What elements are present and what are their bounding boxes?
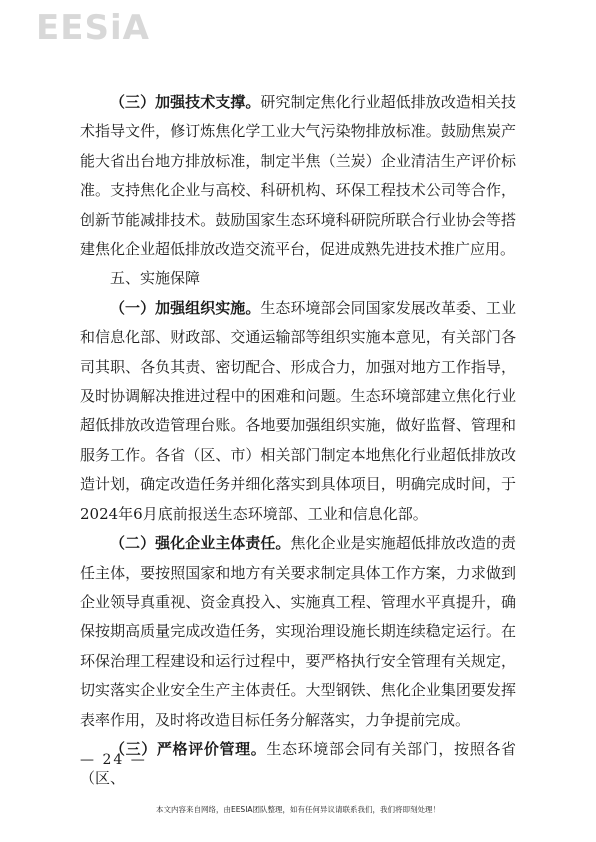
section-title: （三）加强技术支撑。	[110, 93, 261, 111]
section-body: 焦化企业是实施超低排放改造的责任主体，要按照国家和地方有关要求制定具体工作方案，力求做到企业领导真重视、资金真投入、实施真工程、管理水平真提升，确保按期高质量完成改造任务，实现治理设施长期连续稳定运行。在环保治理工程建设和运行过程中，要严格执行安全管理有关规定，切实落实企业安全生产主体责任。大型钢铁、焦化企业集团要发挥表率作用，及时将改造目标任务分解落实，力争提前完成。	[80, 534, 516, 729]
section-tech-support	[80, 88, 516, 264]
section-body: 研究制定焦化行业超低排放改造相关技术指导文件，修订炼焦化学工业大气污染物排放标准。鼓励焦炭产能大省出台地方排放标准，制定半焦（兰炭）企业清洁生产评价标准。支持焦化企业与高校、科研机构、环保工程技术公司等合作，创新节能减排技术。鼓励国家生态环境科研院所联合行业协会等搭建焦化企业超低排放改造交流平台，促进成熟先进技术推广应用。	[80, 93, 516, 259]
section-body: 生态环境部会同国家发展改革委、工业和信息化部、财政部、交通运输部等组织实施本意见，有关部门各司其职、各负其责、密切配合、形成合力，加强对地方工作指导，及时协调解决推进过程中的困难和问题。生态环境部建立焦化行业超低排放改造管理台账。各地要加强组织实施，做好监督、管理和服务工作。各省（区、市）相关部门制定本地焦化行业超低排放改造计划，确定改造任务并细化落实到具体项目，明确完成时间，于2024年6月底前报送生态环境部、工业和信息化部。	[80, 298, 516, 523]
section-title: （一）加强组织实施。	[110, 298, 261, 317]
page-number: — 24 —	[80, 752, 147, 768]
footer-disclaimer: 本文内容来自网络，由EESIA团队整理，如有任何异议请联系我们，我们将即刻处理！	[155, 805, 441, 814]
document-body	[80, 88, 516, 794]
section-title: （三）严格评价管理。	[110, 739, 267, 758]
section-enterprise-responsibility	[80, 529, 516, 735]
section-body: 生态环境部会同有关部门，按照各省（区、	[80, 739, 516, 788]
section-title: （二）强化企业主体责任。	[110, 534, 291, 553]
chapter-heading: 五、实施保障	[110, 269, 201, 288]
eesia-logo: EESiA	[36, 8, 150, 48]
section-organization	[80, 294, 516, 529]
